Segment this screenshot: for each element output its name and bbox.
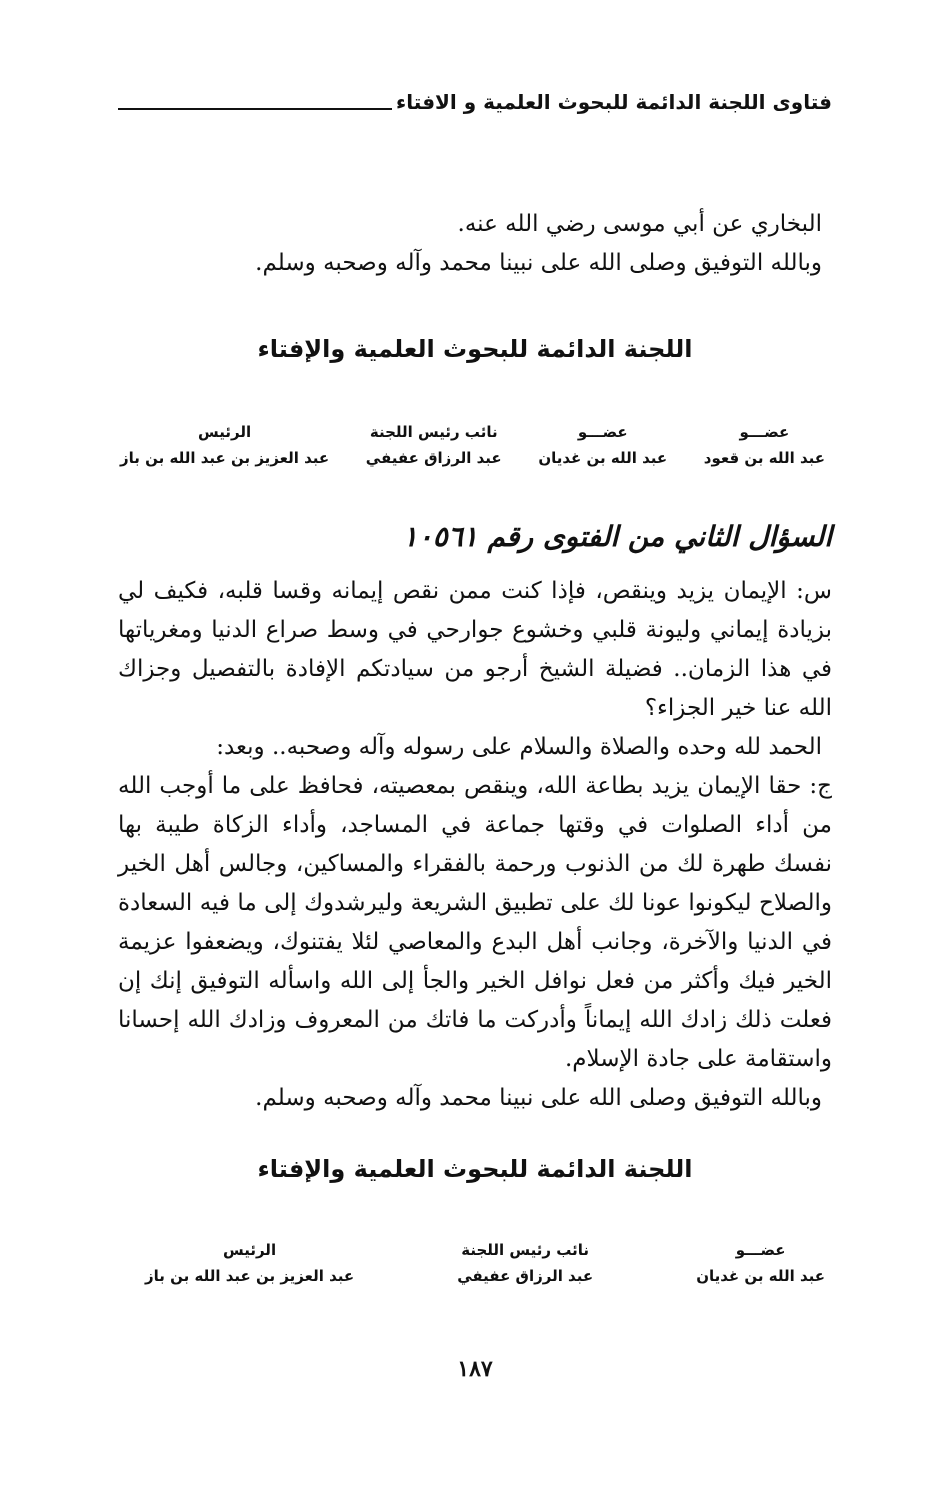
signature-vice-chairman [457, 1238, 593, 1290]
signature-role: عضـــو [577, 423, 628, 441]
signature-role: عضـــو [735, 1241, 786, 1259]
closing-text: وبالله التوفيق وصلى الله على نبينا محمد وآله وصحبه وسلم. [255, 1085, 822, 1111]
signature-name: عبد الرزاق عفيفي [457, 1267, 594, 1285]
committee-title-2: اللجنة الدائمة للبحوث العلمية والإفتاء [257, 1155, 693, 1183]
page-number: ١٨٧ [457, 1356, 493, 1382]
committee-title-1: اللجنة الدائمة للبحوث العلمية والإفتاء [257, 335, 693, 363]
question-heading: السؤال الثاني من الفتوى رقم ١٠٥٦١ [402, 520, 832, 553]
signature-member-1 [704, 420, 825, 472]
signature-role: عضـــو [739, 423, 790, 441]
signature-chairman [145, 1238, 354, 1290]
signature-name: عبد الله بن غديان [538, 449, 668, 467]
signature-chairman [120, 420, 329, 472]
signatures-block-2 [145, 1238, 825, 1290]
fatwa-body [118, 572, 832, 1118]
signature-vice-chairman [366, 420, 502, 472]
signature-role: نائب رئيس اللجنة [461, 1241, 590, 1259]
running-header [118, 88, 832, 116]
signature-role: نائب رئيس اللجنة [369, 423, 498, 441]
question-text: س: الإيمان يزيد وينقص، فإذا كنت ممن نقص إيمانه وقسا قلبه، فكيف لي بزيادة إيماني وليونة قلبي وخشوع جوارحي في وسط صراع الدنيا ومغرياتها في هذا الزمان.. فضيلة الشيخ أرجو من سيادتكم الإفادة بالتفصيل وجزاك الله عنا خير الجزاء؟ [118, 578, 832, 721]
signatures-block-1 [120, 420, 825, 472]
signature-member [696, 1238, 825, 1290]
signature-member-2 [538, 420, 667, 472]
signature-role: الرئيس [223, 1241, 277, 1259]
previous-answer-line-2: وبالله التوفيق وصلى الله على نبينا محمد وآله وصحبه وسلم. [255, 250, 822, 276]
signature-name: عبد الرزاق عفيفي [365, 449, 502, 467]
signature-name: عبد العزيز بن عبد الله بن باز [145, 1267, 355, 1285]
signature-role: الرئيس [198, 423, 252, 441]
opening-text: الحمد لله وحده والصلاة والسلام على رسوله وآله وصحبه.. وبعد: [216, 734, 822, 760]
signature-name: عبد العزيز بن عبد الله بن باز [120, 449, 330, 467]
running-title: فتاوى اللجنة الدائمة للبحوث العلمية و الافتاء [396, 90, 832, 114]
signature-name: عبد الله بن غديان [696, 1267, 825, 1285]
previous-answer-ending [118, 205, 832, 283]
header-rule [118, 108, 392, 110]
answer-text: ج: حقا الإيمان يزيد بطاعة الله، وينقص بمعصيته، فحافظ على ما أوجب الله من أداء الصلوات في وقتها جماعة في المساجد، وأداء الزكاة طيبة بها نفسك طهرة لك من الذنوب ورحمة بالفقراء والمساكين، وجالس أهل الخير والصلاح ليكونوا عونا لك على تطبيق الشريعة وليرشدوك إلى ما فيه السعادة في الدنيا والآخرة، وجانب أهل البدع والمعاصي لئلا يفتنوك، ويضعفوا عزيمة الخير فيك وأكثر من فعل نوافل الخير والجأ إلى الله واسأله التوفيق إنك إن فعلت ذلك زادك الله إيماناً وأدركت ما فاتك من المعروف وزادك الله إحسانا واستقامة على جادة الإسلام. [118, 773, 832, 1072]
signature-name: عبد الله بن قعود [703, 449, 825, 467]
previous-answer-line-1: البخاري عن أبي موسى رضي الله عنه. [457, 211, 822, 237]
